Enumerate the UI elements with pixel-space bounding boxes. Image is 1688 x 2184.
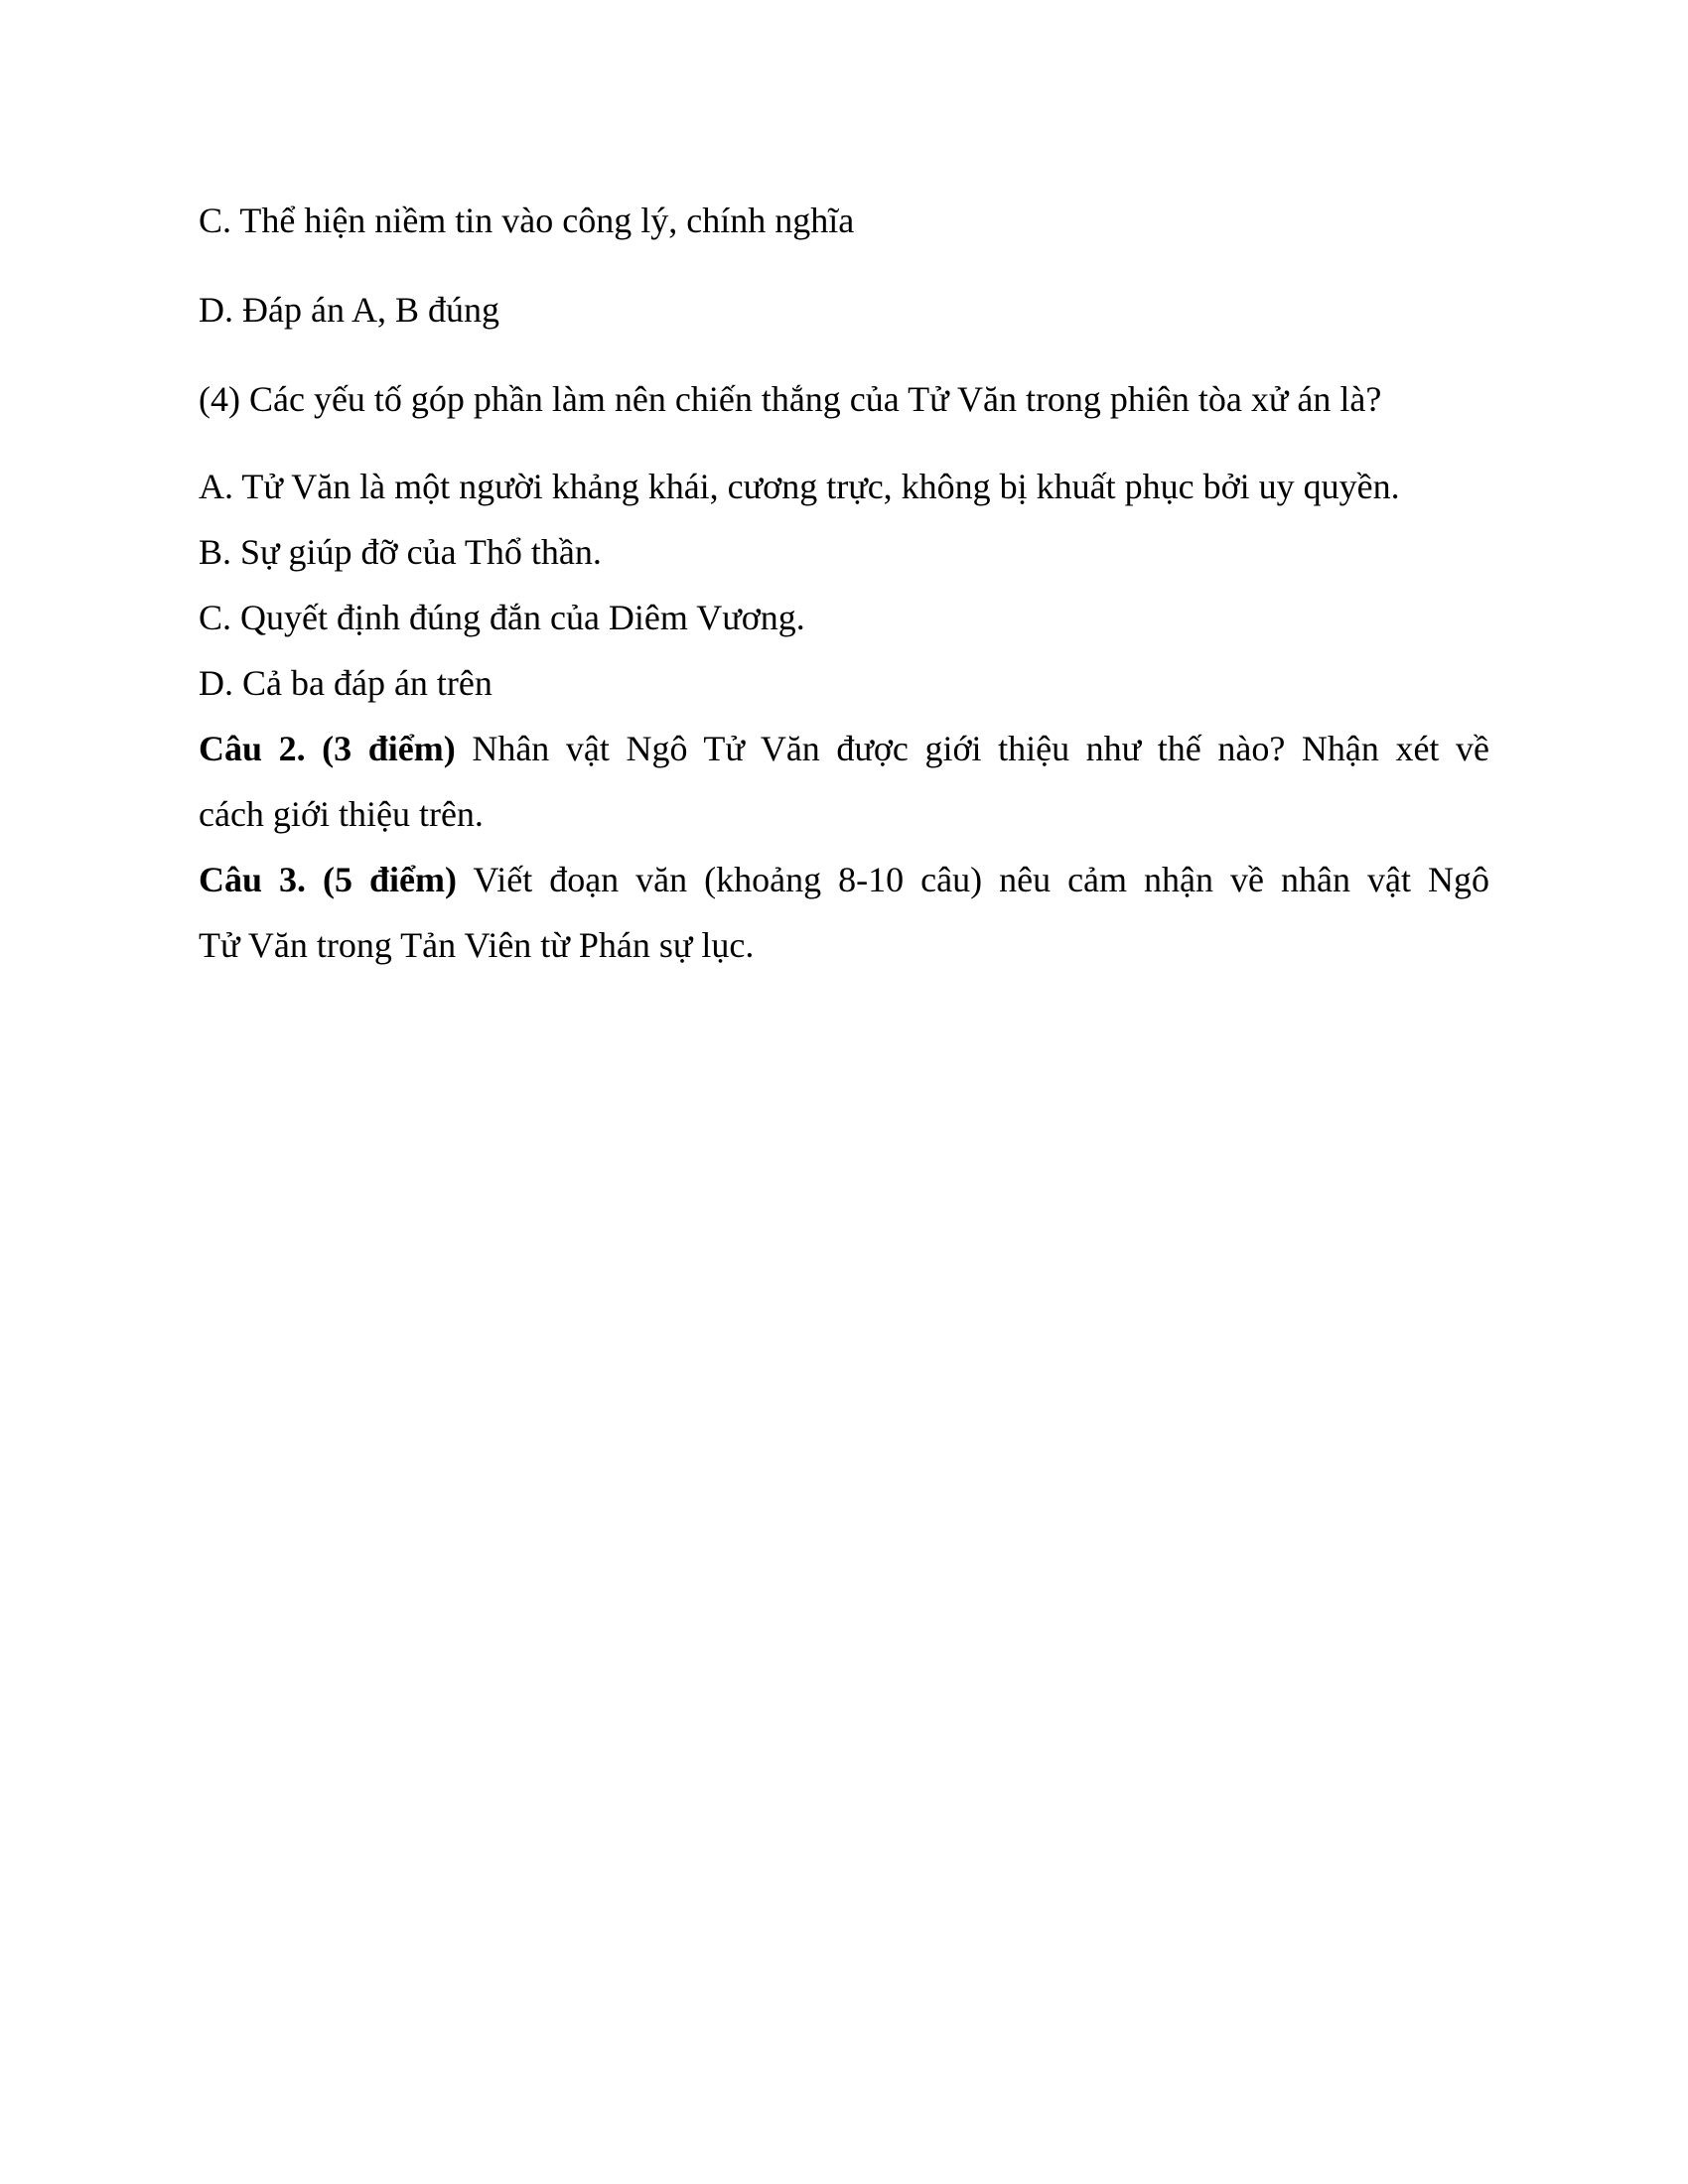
cau-3-text-1: Viết đoạn văn (khoảng 8-10 câu) nêu cảm nhận về nhân vật Ngô: [457, 860, 1489, 899]
cau-3-line-1: [199, 858, 1489, 901]
question-4-option-b: B. Sự giúp đỡ của Thổ thần.: [199, 532, 602, 572]
option-c-previous: C. Thể hiện niềm tin vào công lý, chính nghĩa: [199, 201, 855, 240]
cau-2-text-1: Nhân vật Ngô Tử Văn được giới thiệu như thế nào? Nhận xét về: [455, 729, 1489, 768]
question-4: (4) Các yếu tố góp phần làm nên chiến thắng của Tử Văn trong phiên tòa xử án là?: [199, 379, 1382, 419]
cau-2-line-2: cách giới thiệu trên.: [199, 794, 484, 834]
cau-2-line-1: [199, 727, 1489, 770]
cau-3-line-2: Tử Văn trong Tản Viên từ Phán sự lục.: [199, 925, 755, 965]
question-4-option-d: D. Cả ba đáp án trên: [199, 663, 492, 703]
question-4-option-c: C. Quyết định đúng đắn của Diêm Vương.: [199, 598, 805, 637]
cau-2-label: Câu 2. (3 điểm): [199, 729, 456, 768]
cau-3-label: Câu 3. (5 điểm): [199, 860, 458, 899]
option-d-previous: D. Đáp án A, B đúng: [199, 290, 499, 330]
question-4-option-a: A. Tử Văn là một người khảng khái, cương trực, không bị khuất phục bởi uy quyền.: [199, 467, 1400, 506]
